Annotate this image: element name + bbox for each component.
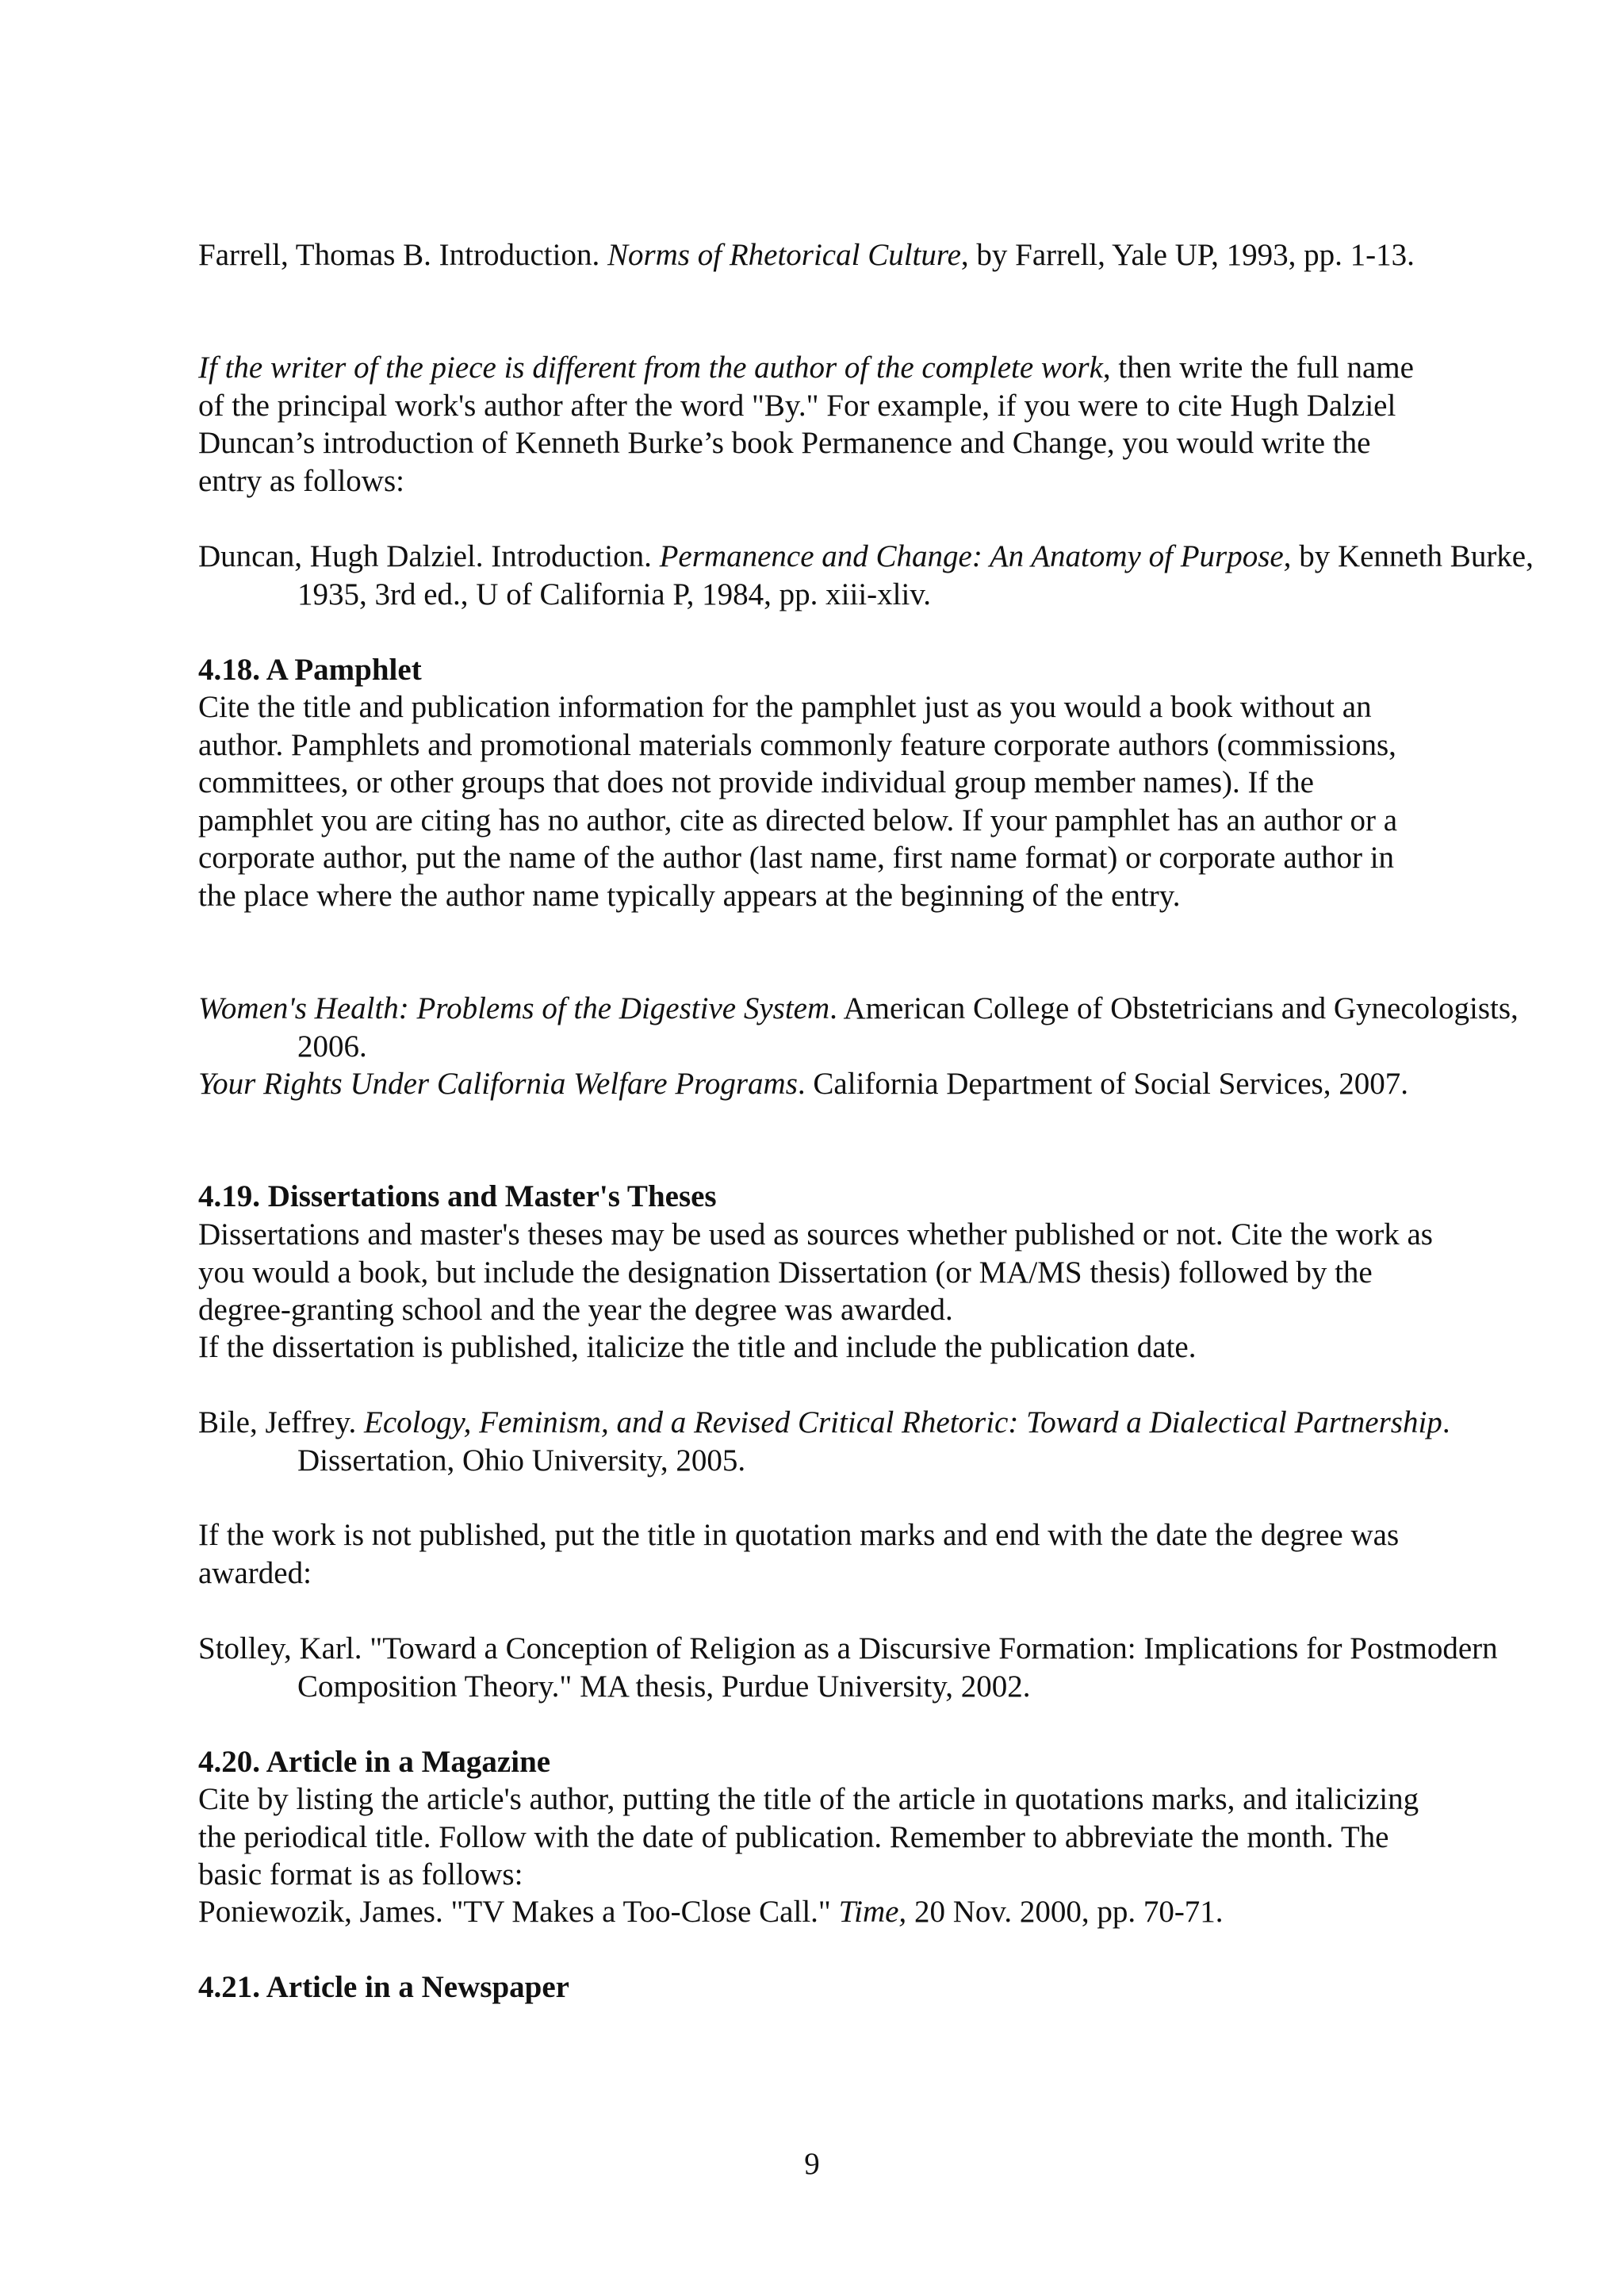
section-heading-4-18: 4.18. A Pamphlet <box>198 653 422 687</box>
paragraph-dissertations: Dissertations and master's theses may be used as sources whether published or not. Cite the work as you would a book, but include the designation Dissertation (or MA/MS thesis) followed by the degree-granting school and the year the degree was awarded. <box>198 1217 1433 1327</box>
paragraph-magazine: Cite by listing the article's author, putting the title of the article in quotations marks, and italicizing the periodical title. Follow with the date of publication. Remember to abbreviate the month. The basic format is as follows: <box>198 1782 1419 1892</box>
paragraph-published-dissertation: If the dissertation is published, italicize the title and include the publication date. <box>198 1330 1197 1364</box>
paragraph-unpublished: If the work is not published, put the title in quotation marks and end with the date the degree was awarded: <box>198 1518 1400 1590</box>
citation-stolley: Stolley, Karl. "Toward a Conception of Religion as a Discursive Formation: Implications for Postmodern Composition Theory." MA thesis, Purdue University, 2002. <box>198 1631 1498 1704</box>
citation-title: Time, <box>838 1895 907 1929</box>
citation-poniewozik: Poniewozik, James. "TV Makes a Too-Close Call." Time, 20 Nov. 2000, pp. 70-71. <box>198 1895 1224 1929</box>
citation-your-rights: Your Rights Under California Welfare Programs. California Department of Social Services, 2007. <box>198 1067 1408 1101</box>
citation-title: Norms of Rhetorical Culture <box>607 238 961 272</box>
citation-title: Permanence and Change: An Anatomy of Purpose, <box>659 539 1292 573</box>
section-heading-4-19: 4.19. Dissertations and Master's Theses <box>198 1179 717 1213</box>
citation-bile: Bile, Jeffrey. Ecology, Feminism, and a Revised Critical Rhetoric: Toward a Dialectical Partnership. Dissertation, Ohio University, 2005. <box>198 1405 1450 1478</box>
citation-title: Ecology, Feminism, and a Revised Critical Rhetoric: Toward a Dialectical Partnership <box>364 1405 1442 1439</box>
citation-farrell: Farrell, Thomas B. Introduction. Norms of Rhetorical Culture, by Farrell, Yale UP, 1993, pp. 1-13. <box>198 238 1415 272</box>
paragraph-writer-note: If the writer of the piece is different from the author of the complete work, then write the full name of the principal work's author after the word "By." For example, if you were to cite Hugh Dalziel Duncan’s introduction of Kenneth Burke’s book Permanence and Change, you would write the entry as follows: <box>198 351 1414 498</box>
citation-duncan: Duncan, Hugh Dalziel. Introduction. Permanence and Change: An Anatomy of Purpose, by Kenneth Burke, 1935, 3rd ed., U of California P, 1984, pp. xiii-xliv. <box>198 539 1534 611</box>
section-heading-4-20: 4.20. Article in a Magazine <box>198 1745 551 1779</box>
paragraph-pamphlet: Cite the title and publication information for the pamphlet just as you would a book without an author. Pamphlets and promotional materials commonly feature corporate authors (commissions, committees, or other groups that does not provide individual group member names). If the pamphlet you are citing has no author, cite as directed below. If your pamphlet has an author or a corporate author, put the name of the author (last name, first name format) or corporate author in the place where the author name typically appears at the beginning of the entry. <box>198 690 1398 913</box>
citation-womens-health: Women's Health: Problems of the Digestive System. American College of Obstetricians and Gynecologists, 2006. <box>198 991 1519 1064</box>
page-number: 9 <box>804 2147 820 2181</box>
section-heading-4-21: 4.21. Article in a Newspaper <box>198 1970 569 2004</box>
